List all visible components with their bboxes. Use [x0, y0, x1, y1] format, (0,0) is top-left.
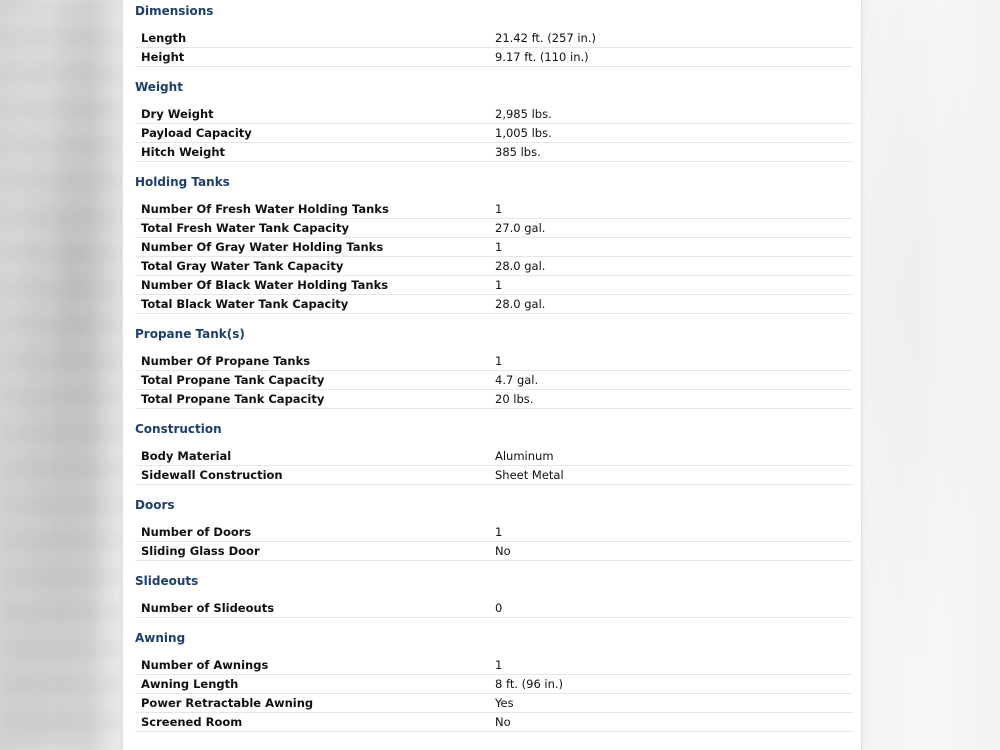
spec-value: 1,005 lbs.: [495, 126, 552, 140]
spec-value: 1: [495, 240, 503, 254]
spec-row-black-water-tanks: [135, 276, 853, 295]
section-title: Holding Tanks: [135, 175, 230, 189]
spec-row-payload-capacity: [135, 124, 853, 143]
spec-value: 2,985 lbs.: [495, 107, 552, 121]
spec-label: Number Of Gray Water Holding Tanks: [141, 240, 384, 254]
section-title: Slideouts: [135, 574, 199, 588]
spec-value: 385 lbs.: [495, 145, 541, 159]
spec-label: Number Of Black Water Holding Tanks: [141, 278, 389, 292]
spec-row-hitch-weight: [135, 143, 853, 162]
section-doors: [135, 494, 853, 561]
section-title: Dimensions: [135, 4, 214, 18]
spec-label: Length: [141, 31, 187, 45]
spec-value: Aluminum: [495, 449, 554, 463]
spec-row-dry-weight: [135, 105, 853, 124]
spec-row-sidewall-construction: [135, 466, 853, 485]
spec-label: Body Material: [141, 449, 232, 463]
spec-value: 0: [495, 601, 503, 615]
spec-value: 21.42 ft. (257 in.): [495, 31, 596, 45]
spec-value: 1: [495, 278, 503, 292]
spec-label: Number Of Fresh Water Holding Tanks: [141, 202, 389, 216]
section-title: Awning: [135, 631, 186, 645]
spec-label: Total Propane Tank Capacity: [141, 392, 325, 406]
spec-label: Number of Doors: [141, 525, 252, 539]
spec-label: Number Of Propane Tanks: [141, 354, 311, 368]
section-title: Propane Tank(s): [135, 327, 245, 341]
specifications-panel: [122, 0, 862, 750]
section-title: Weight: [135, 80, 183, 94]
spec-row-sliding-glass-door: [135, 542, 853, 561]
spec-value: 27.0 gal.: [495, 221, 546, 235]
spec-row-fresh-water-tanks: [135, 200, 853, 219]
blurred-background-right: [860, 0, 1000, 750]
spec-value: 28.0 gal.: [495, 259, 546, 273]
spec-value: No: [495, 544, 511, 558]
spec-value: 9.17 ft. (110 in.): [495, 50, 589, 64]
spec-row-fresh-water-capacity: [135, 219, 853, 238]
spec-label: Total Gray Water Tank Capacity: [141, 259, 344, 273]
spec-label: Number of Awnings: [141, 658, 269, 672]
spec-row-awning-length: [135, 675, 853, 694]
section-title: Construction: [135, 422, 222, 436]
section-holding-tanks: [135, 171, 853, 314]
spec-row-length: [135, 29, 853, 48]
spec-row-propane-tanks: [135, 352, 853, 371]
spec-row-gray-water-capacity: [135, 257, 853, 276]
spec-row-propane-capacity-gal: [135, 371, 853, 390]
spec-label: Screened Room: [141, 715, 243, 729]
spec-row-black-water-capacity: [135, 295, 853, 314]
spec-row-power-retractable-awning: [135, 694, 853, 713]
spec-row-gray-water-tanks: [135, 238, 853, 257]
section-slideouts: [135, 570, 853, 618]
spec-label: Hitch Weight: [141, 145, 226, 159]
spec-value: Sheet Metal: [495, 468, 564, 482]
specifications-content: [135, 0, 853, 741]
spec-row-propane-capacity-lbs: [135, 390, 853, 409]
spec-label: Power Retractable Awning: [141, 696, 314, 710]
spec-label: Height: [141, 50, 185, 64]
spec-row-height: [135, 48, 853, 67]
spec-value: 4.7 gal.: [495, 373, 539, 387]
spec-label: Number of Slideouts: [141, 601, 275, 615]
spec-row-number-of-doors: [135, 523, 853, 542]
spec-value: 8 ft. (96 in.): [495, 677, 564, 691]
spec-row-number-of-slideouts: [135, 599, 853, 618]
spec-label: Total Propane Tank Capacity: [141, 373, 325, 387]
spec-value: 20 lbs.: [495, 392, 534, 406]
spec-label: Payload Capacity: [141, 126, 252, 140]
blurred-background-left: [0, 0, 124, 750]
spec-label: Total Fresh Water Tank Capacity: [141, 221, 349, 235]
spec-row-body-material: [135, 447, 853, 466]
spec-label: Sliding Glass Door: [141, 544, 260, 558]
spec-row-number-of-awnings: [135, 656, 853, 675]
section-propane-tanks: [135, 323, 853, 409]
section-construction: [135, 418, 853, 485]
spec-value: 28.0 gal.: [495, 297, 546, 311]
section-weight: [135, 76, 853, 162]
spec-value: 1: [495, 202, 503, 216]
section-dimensions: [135, 0, 853, 67]
spec-label: Sidewall Construction: [141, 468, 283, 482]
spec-row-screened-room: [135, 713, 853, 732]
spec-label: Dry Weight: [141, 107, 214, 121]
spec-label: Awning Length: [141, 677, 239, 691]
spec-label: Total Black Water Tank Capacity: [141, 297, 349, 311]
spec-value: Yes: [495, 696, 514, 710]
spec-value: 1: [495, 658, 503, 672]
spec-value: 1: [495, 525, 503, 539]
section-title: Doors: [135, 498, 175, 512]
spec-value: No: [495, 715, 511, 729]
section-awning: [135, 627, 853, 732]
spec-value: 1: [495, 354, 503, 368]
